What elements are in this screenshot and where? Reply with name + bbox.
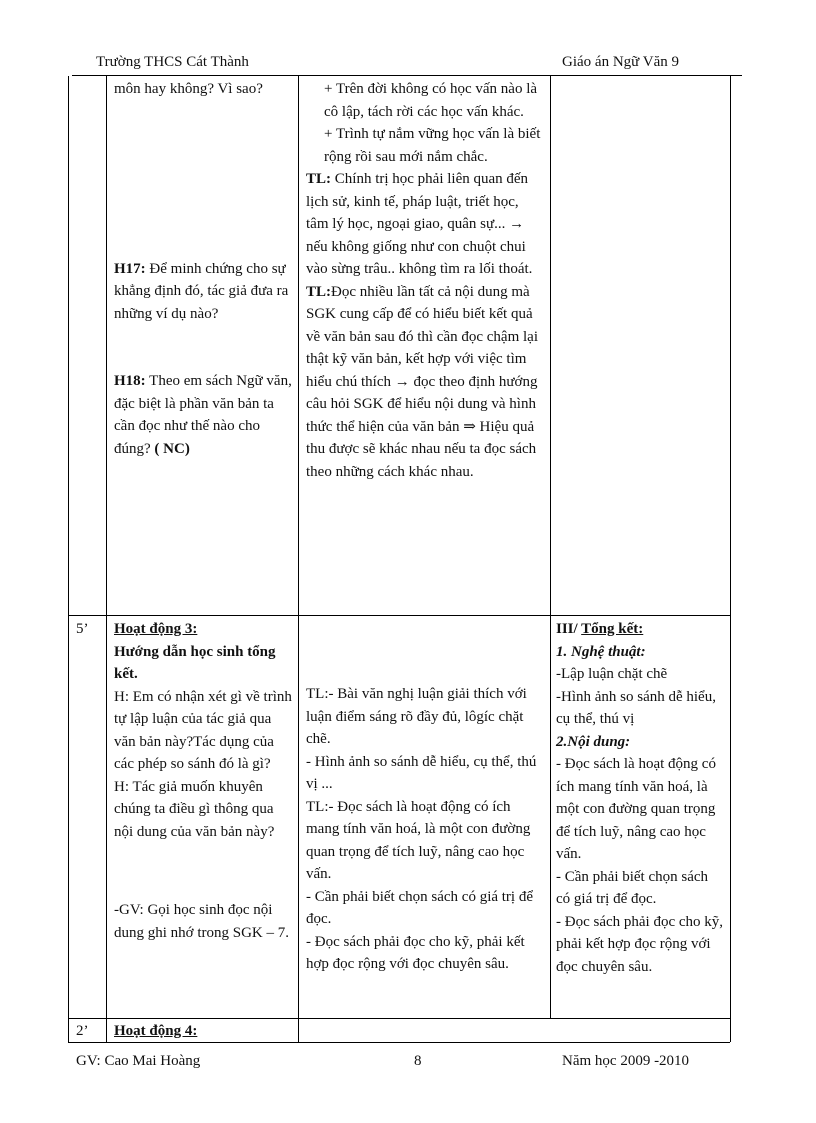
activity-question-1: H: Em có nhận xét gì về trình tự lập luận của tác giả qua văn bản này?Tác dụng của các phép so sánh đó là gì? bbox=[114, 688, 292, 772]
h17-label: H17: bbox=[114, 260, 146, 277]
table-border-col1 bbox=[106, 76, 107, 1042]
summary-answer-5: - Đọc sách phải đọc cho kỹ, phải kết hợp đọc rộng với đọc chuyên sâu. bbox=[306, 933, 525, 972]
table-border-left bbox=[68, 76, 69, 1042]
h18-tag: ( NC) bbox=[154, 440, 190, 457]
row2-time: 5’ bbox=[76, 621, 89, 637]
activity-3-title: Hoạt động 3: bbox=[114, 621, 198, 637]
row2-activity bbox=[114, 618, 292, 944]
table-border-col2 bbox=[298, 76, 299, 1042]
summary-answer-3: TL:- Đọc sách là hoạt động có ích mang tính văn hoá, là một con đường quan trọng để tích luỹ, nâng cao học vấn. bbox=[306, 798, 531, 882]
summary-title: Tổng kết: bbox=[581, 621, 644, 637]
art-point-1: -Lập luận chặt chẽ bbox=[556, 666, 668, 682]
summary-heading bbox=[556, 618, 724, 641]
question-h18 bbox=[114, 370, 292, 460]
art-title: 1. Nghệ thuật: bbox=[556, 643, 646, 660]
tl1-text: Chính trị học phải liên quan đến lịch sử, kinh tế, pháp luật, triết học, tâm lý học, ngoại giao, quân sự... → nếu không giống như con chuột chui vào sừng trâu.. không tìm ra lối thoát. bbox=[306, 171, 533, 277]
answer-tl-2 bbox=[306, 281, 544, 484]
row1-questions bbox=[114, 78, 292, 460]
activity-gv-instruction: -GV: Gọi học sinh đọc nội dung ghi nhớ trong SGK – 7. bbox=[114, 902, 290, 941]
content-point-3: - Đọc sách phải đọc cho kỹ, phải kết hợp đọc rộng với đọc chuyên sâu. bbox=[556, 913, 724, 975]
tl1-label: TL: bbox=[306, 171, 332, 187]
table-border-right bbox=[730, 76, 731, 1042]
h18-label: H18: bbox=[114, 373, 146, 389]
row2-summary bbox=[556, 618, 724, 978]
header-subject: Giáo án Ngữ Văn 9 bbox=[562, 54, 679, 70]
summary-answer-1: TL:- Bài văn nghị luận giải thích với luận điểm sáng rõ đầy đủ, lôgíc chặt chẽ. bbox=[306, 686, 527, 747]
activity-4-title: Hoạt động 4: bbox=[114, 1023, 198, 1039]
footer-year: Năm học 2009 -2010 bbox=[562, 1053, 690, 1069]
activity-question-2: H: Tác giả muốn khuyên chúng ta điều gì thông qua nội dung của văn bản này? bbox=[114, 778, 275, 840]
row3-time: 2’ bbox=[76, 1023, 89, 1039]
content-point-1: - Đọc sách là hoạt động có ích mang tính văn hoá, là một con đường quan trọng để tích luỹ, nâng cao học vấn. bbox=[556, 756, 716, 862]
answer-point-2: + Trình tự nắm vững học vấn là biết rộng rồi sau mới nắm chắc. bbox=[324, 126, 541, 165]
footer-page-number: 8 bbox=[414, 1053, 422, 1069]
tl2-label: TL: bbox=[306, 283, 332, 300]
row1-answers bbox=[306, 78, 544, 483]
answer-point-1: + Trên đời không có học vấn nào là cô lập, tách rời các học vấn khác. bbox=[324, 81, 538, 120]
content-point-2: - Cần phải biết chọn sách có giá trị để đọc. bbox=[556, 868, 709, 907]
table-row-divider-1 bbox=[68, 615, 730, 616]
activity-3-subtitle: Hướng dẫn học sinh tổng kết. bbox=[114, 643, 276, 682]
header-rule bbox=[72, 75, 742, 76]
row2-answers bbox=[306, 683, 546, 976]
h18-text: Theo em sách Ngữ văn, đặc biệt là phần văn bản ta cần đọc như thế nào cho đúng? bbox=[114, 373, 292, 457]
footer-teacher: GV: Cao Mai Hoàng bbox=[76, 1053, 201, 1069]
tl2-text: Đọc nhiều lần tất cả nội dung mà SGK cung cấp để có hiểu biết kết quả về văn bản sau đó thì cần đọc chậm lại thật kỹ văn bản, kết hợp với việc tìm hiểu chú thích → đọc theo định hướng câu hỏi SGK để hiểu nội dung và hình thức thể hiện của văn bản ⇒ Hiệu quả thu được sẽ khác nhau nếu ta đọc sách theo những cách khác nhau. bbox=[306, 283, 539, 480]
answer-tl-1 bbox=[306, 168, 544, 281]
summary-roman: III/ bbox=[556, 621, 578, 637]
table-border-col3 bbox=[550, 76, 551, 1018]
summary-answer-4: - Cần phải biết chọn sách có giá trị để đọc. bbox=[306, 888, 534, 927]
summary-answer-2: - Hình ảnh so sánh dễ hiểu, cụ thể, thú vị ... bbox=[306, 753, 537, 792]
question-h17 bbox=[114, 258, 292, 326]
h17-text: Để minh chứng cho sự khẳng định đó, tác giả đưa ra những ví dụ nào? bbox=[114, 260, 289, 322]
content-title: 2.Nội dung: bbox=[556, 733, 631, 750]
art-point-2: -Hình ảnh so sánh dễ hiểu, cụ thể, thú vị bbox=[556, 688, 716, 727]
header-school: Trường THCS Cát Thành bbox=[96, 54, 249, 70]
table-row-divider-2 bbox=[68, 1018, 730, 1019]
question-16-tail: môn hay không? Vì sao? bbox=[114, 81, 263, 97]
